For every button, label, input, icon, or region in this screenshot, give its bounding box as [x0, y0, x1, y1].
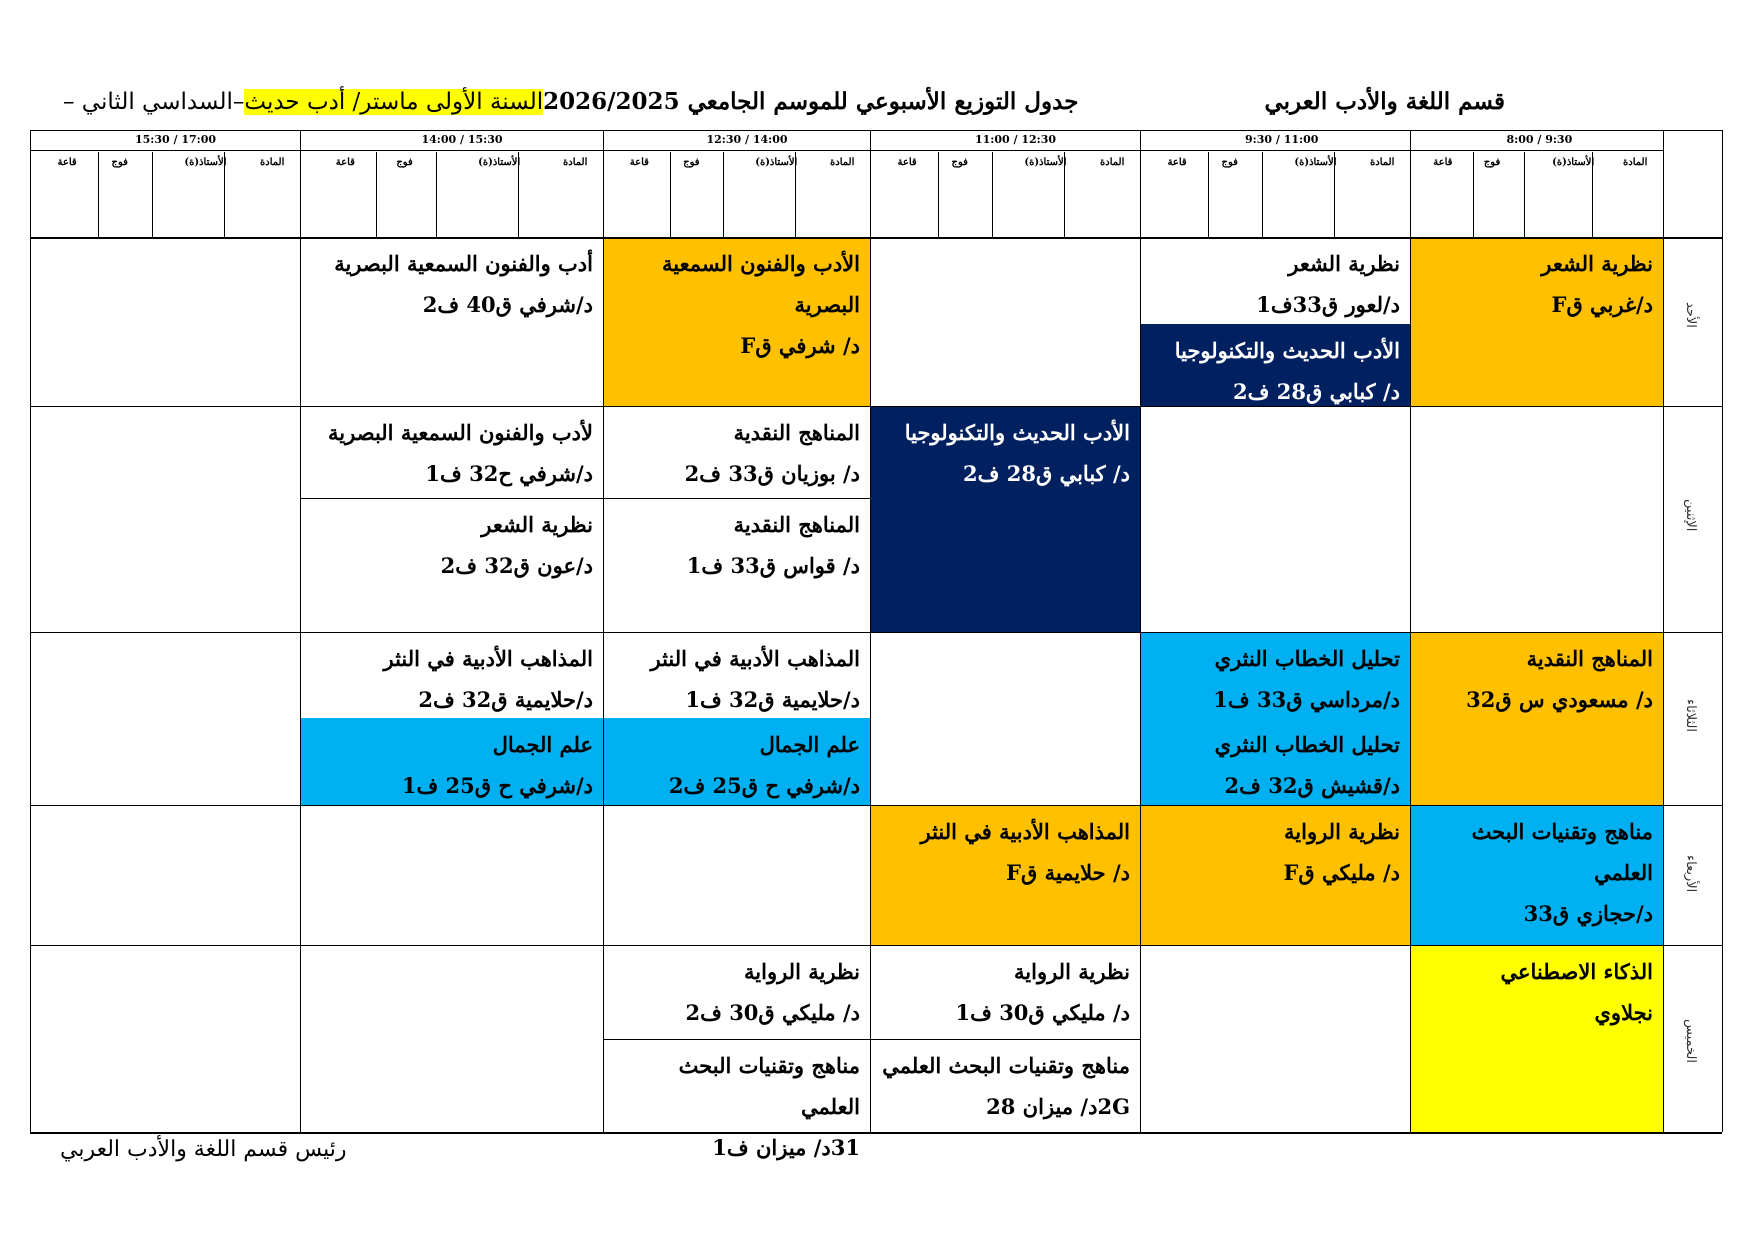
entry-teacher-room: د/عون ق32 ف2: [440, 553, 593, 578]
subheader-divider: [1262, 152, 1263, 237]
slot-divider: [870, 130, 871, 1132]
entry-subject: المناهج النقدية: [1526, 646, 1653, 671]
subheader-divider: [152, 152, 153, 237]
day-label: الأربعاء: [1683, 855, 1698, 893]
column-subheader: المادة: [563, 157, 588, 168]
entry-teacher-room: د/ بوزيان ق33 ف2: [684, 461, 860, 486]
column-subheader: المادة: [1370, 157, 1395, 168]
entry-teacher-room: د/ شرفي قF: [740, 333, 860, 358]
entry-teacher-room: د/شرفي ح ق25 ف2: [668, 773, 860, 798]
entry-teacher-room: د/ مليكي ق30 ف2: [685, 1000, 860, 1025]
day-column-divider: [1663, 130, 1664, 1132]
subheader-divider: [992, 152, 993, 237]
entry-teacher-room: 2Gد/ ميزان 28: [986, 1094, 1130, 1119]
schedule-entry: [603, 1039, 870, 1160]
subheader-divider: [938, 152, 939, 237]
schedule-title-main: جدول التوزيع الأسبوعي للموسم الجامعي 2026/2025: [543, 88, 1079, 115]
schedule-entry: [603, 718, 870, 805]
schedule-entry: [300, 498, 603, 632]
column-subheader: فوج: [683, 157, 700, 168]
entry-subject: نظرية الشعر: [1541, 251, 1653, 276]
table-left-border: [30, 130, 31, 1132]
column-subheader: فوج: [951, 157, 968, 168]
entry-teacher-room: د/شرفي ح ق25 ف1: [401, 773, 593, 798]
column-subheader: الأستاذ(ة): [755, 157, 798, 168]
schedule-entry: [300, 406, 603, 498]
entry-teacher-room: د/شرفي ح32 ف1: [425, 461, 593, 486]
entry-subject: الأدب الحديث والتكنولوجيا: [1174, 338, 1400, 363]
column-subheader: فوج: [1221, 157, 1238, 168]
time-slot-label: 9:30 / 11:00: [1245, 133, 1319, 146]
entry-subject: المناهج النقدية: [733, 512, 860, 537]
entry-teacher-room: 31د/ ميزان ف1: [712, 1135, 860, 1160]
slot-divider: [1140, 130, 1141, 1132]
day-label: الثلاثاء: [1683, 698, 1698, 732]
subheader-divider: [1208, 152, 1209, 237]
entry-subject: الأدب والفنون السمعية: [662, 251, 860, 276]
schedule-entry: [870, 1039, 1140, 1132]
entry-subject: المذاهب الأدبية في النثر: [650, 646, 860, 671]
column-subheader: المادة: [1100, 157, 1125, 168]
column-subheader: المادة: [260, 157, 285, 168]
column-subheader: فوج: [1483, 157, 1501, 168]
entry-subject: تحليل الخطاب النثري: [1214, 646, 1400, 671]
schedule-entry: [300, 237, 603, 406]
schedule-entry: [603, 498, 870, 632]
column-subheader: قاعة: [897, 157, 917, 168]
subheader-divider: [436, 152, 437, 237]
column-subheader: فوج: [111, 157, 128, 168]
time-slot-label: 15:30 / 17:00: [135, 133, 217, 146]
entry-subject: نظرية الرواية: [1284, 819, 1400, 844]
entry-subject: تحليل الخطاب النثري: [1214, 732, 1400, 757]
entry-teacher-room: د/ مليكي ق30 ف1: [955, 1000, 1130, 1025]
day-row-divider: [30, 945, 1722, 946]
schedule-entry: [870, 805, 1140, 945]
subheader-divider: [670, 152, 671, 237]
entry-teacher-room: د/قشيش ق32 ف2: [1224, 773, 1400, 798]
day-row-divider: [30, 632, 1722, 633]
entry-subject: نظرية الشعر: [481, 512, 593, 537]
column-subheader: قاعة: [1167, 157, 1187, 168]
entry-subject: لأدب والفنون السمعية البصرية: [328, 420, 593, 445]
entry-subject: مناهج وتقنيات البحث: [1471, 819, 1653, 844]
entry-teacher-room: د/غربي قF: [1551, 292, 1653, 317]
entry-subject: المذاهب الأدبية في النثر: [920, 819, 1130, 844]
entry-teacher-room: العلمي: [1594, 860, 1653, 885]
column-subheader: الأستاذ(ة): [478, 157, 521, 168]
entry-teacher-room: د/ كبابي ق28 ف2: [1233, 379, 1400, 404]
entry-subject: نظرية الشعر: [1288, 251, 1400, 276]
schedule-entry: [300, 632, 603, 718]
footer-signature-label: رئيس قسم اللغة والأدب العربي: [60, 1137, 347, 1162]
entry-teacher-room: د/لعور ق33ف1: [1256, 292, 1400, 317]
column-subheader: قاعة: [335, 157, 355, 168]
schedule-entry: [1140, 324, 1410, 406]
column-subheader: الأستاذ(ة): [1024, 157, 1067, 168]
entry-teacher-room: د/حجازي ق33: [1523, 901, 1653, 926]
department-title: قسم اللغة والأدب العربي: [1264, 88, 1505, 115]
entry-subject: علم الجمال: [759, 732, 860, 757]
entry-subject: الأدب الحديث والتكنولوجيا: [904, 420, 1130, 445]
column-subheader: المادة: [830, 157, 855, 168]
subheader-divider: [1524, 152, 1525, 237]
day-label: الإثنين: [1683, 499, 1698, 532]
schedule-entry: [1140, 237, 1410, 324]
entry-teacher-room: د/حلايمية ق32 ف1: [685, 687, 860, 712]
program-label: السنة الأولى ماستر/ أدب حديث: [244, 89, 544, 115]
entry-subject: أدب والفنون السمعية البصرية: [334, 251, 593, 276]
header-time-divider: [30, 150, 1663, 151]
slot-divider: [300, 130, 301, 1132]
entry-subject: نظرية الرواية: [1014, 959, 1130, 984]
column-subheader: الأستاذ(ة): [1552, 157, 1595, 168]
table-right-border: [1722, 130, 1723, 1132]
schedule-entry: [1410, 805, 1663, 945]
schedule-entry: [603, 945, 870, 1039]
column-subheader: فوج: [396, 157, 413, 168]
time-slot-label: 14:00 / 15:30: [421, 133, 503, 146]
time-slot-label: 12:30 / 14:00: [706, 133, 788, 146]
entry-teacher-room: د/حلايمية ق32 ف2: [418, 687, 593, 712]
entry-subject: علم الجمال: [492, 732, 593, 757]
entry-teacher-room: د/ مسعودي س ق32: [1466, 687, 1653, 712]
table-top-border: [30, 130, 1722, 131]
day-label: الأحد: [1683, 301, 1698, 328]
schedule-entry: [1410, 632, 1663, 805]
entry-teacher-room: د/ مليكي قF: [1283, 860, 1400, 885]
entry-subject: الذكاء الاصطناعي: [1500, 959, 1653, 984]
table-bottom-border: [30, 1132, 1722, 1134]
column-subheader: المادة: [1623, 157, 1648, 168]
slot-divider: [603, 130, 604, 1132]
column-subheader: الأستاذ(ة): [1294, 157, 1337, 168]
slot-divider: [1410, 130, 1411, 1132]
subheader-divider: [1473, 152, 1474, 237]
entry-subject: المناهج النقدية: [733, 420, 860, 445]
schedule-entry: [603, 237, 870, 406]
entry-subject: مناهج وتقنيات البحث العلمي: [678, 1053, 860, 1119]
entry-teacher-room: د/مرداسي ق33 ف1: [1213, 687, 1400, 712]
entry-subject: المذاهب الأدبية في النثر: [383, 646, 593, 671]
column-subheader: قاعة: [629, 157, 649, 168]
time-slot-label: 8:00 / 9:30: [1506, 133, 1573, 146]
day-row-divider: [30, 406, 1722, 407]
subheader-divider: [723, 152, 724, 237]
day-label: الخميس: [1683, 1018, 1698, 1063]
schedule-entry: [300, 718, 603, 805]
navy-fill-block: [870, 498, 1140, 632]
schedule-entry: [603, 632, 870, 718]
entry-teacher-room: البصرية: [794, 292, 860, 317]
column-subheader: الأستاذ(ة): [184, 157, 227, 168]
header-bottom-border: [30, 237, 1722, 239]
entry-teacher-room: د/ حلايمية قF: [1006, 860, 1130, 885]
schedule-entry: [1140, 805, 1410, 945]
semester-label: –السداسي الثاني –: [63, 89, 245, 115]
subheader-divider: [376, 152, 377, 237]
column-subheader: قاعة: [57, 157, 77, 168]
time-slot-label: 11:00 / 12:30: [975, 133, 1057, 146]
subheader-divider: [98, 152, 99, 237]
schedule-entry: [603, 406, 870, 498]
schedule-entry: [1140, 632, 1410, 718]
schedule-entry: [1140, 718, 1410, 805]
entry-teacher-room: د/ قواس ق33 ف1: [686, 553, 860, 578]
schedule-entry: [870, 945, 1140, 1039]
entry-teacher-room: د/ كبابي ق28 ف2: [963, 461, 1130, 486]
column-subheader: قاعة: [1433, 157, 1453, 168]
day-row-divider: [30, 805, 1722, 806]
schedule-entry: [1410, 237, 1663, 406]
entry-teacher-room: نجلاوي: [1594, 1000, 1653, 1025]
entry-subject: نظرية الرواية: [744, 959, 860, 984]
entry-subject: مناهج وتقنيات البحث العلمي: [882, 1053, 1130, 1078]
entry-teacher-room: د/شرفي ق40 ف2: [422, 292, 593, 317]
schedule-entry: [1410, 945, 1663, 1132]
